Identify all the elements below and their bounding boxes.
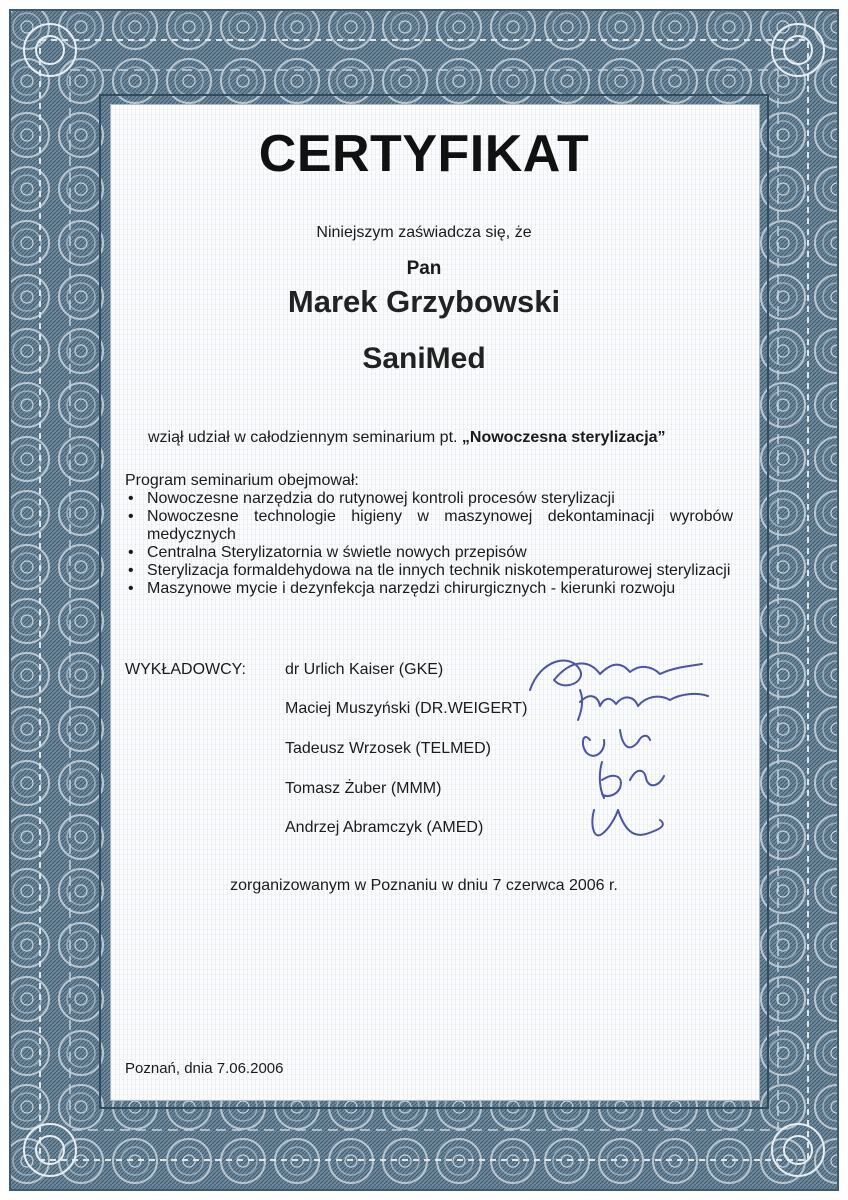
lecturer-name: Andrzej Abramczyk (AMED): [285, 819, 484, 836]
lecturers-label: WYKŁADOWCY:: [125, 661, 246, 678]
bullet-icon: •: [128, 508, 134, 525]
list-item: • Maszynowe mycie i dezynfekcja narzędzi chirurgicznych - kierunki rozwoju: [128, 580, 676, 597]
lecturer-name: Tadeusz Wrzosek (TELMED): [285, 740, 491, 757]
list-item: • Nowoczesne technologie higieny w maszynowej dekontaminacji wyrobów medycznych: [128, 508, 733, 543]
bullet-icon: •: [128, 490, 134, 507]
seminar-title: „Nowoczesna sterylizacja”: [461, 429, 666, 446]
recipient-name: Marek Grzybowski: [287, 284, 561, 319]
place-date: Poznań, dnia 7.06.2006: [125, 1060, 284, 1077]
certificate-title: CERTYFIKAT: [258, 125, 590, 183]
signatures-image: [520, 630, 720, 860]
organized-line: zorganizowanym w Poznaniu w dniu 7 czerwca 2006 r.: [230, 877, 618, 894]
salutation: Pan: [406, 258, 442, 279]
program-heading: Program seminarium obejmował:: [125, 472, 359, 489]
list-item: • Sterylizacja formaldehydowa na tle innych technik niskotemperaturowej sterylizacji: [128, 562, 731, 579]
certificate-body-background: [110, 104, 760, 1101]
recipient-company: SaniMed: [362, 342, 486, 375]
bullet-icon: •: [128, 580, 134, 597]
lecturer-name: Tomasz Żuber (MMM): [285, 780, 442, 797]
lecturer-name: dr Urlich Kaiser (GKE): [285, 661, 444, 678]
list-item: • Centralna Sterylizatornia w świetle nowych przepisów: [128, 544, 527, 561]
list-item: • Nowoczesne narzędzia do rutynowej kontroli procesów sterylizacji: [128, 490, 615, 507]
program-list: [125, 490, 733, 598]
intro-text: Niniejszym zaświadcza się, że: [316, 224, 532, 241]
bullet-icon: •: [128, 562, 134, 579]
lecturer-name: Maciej Muszyński (DR.WEIGERT): [285, 700, 528, 717]
seminar-prefix: wziął udział w całodziennym seminarium pt.: [148, 429, 462, 446]
seminar-line: [148, 429, 666, 447]
bullet-icon: •: [128, 544, 134, 561]
